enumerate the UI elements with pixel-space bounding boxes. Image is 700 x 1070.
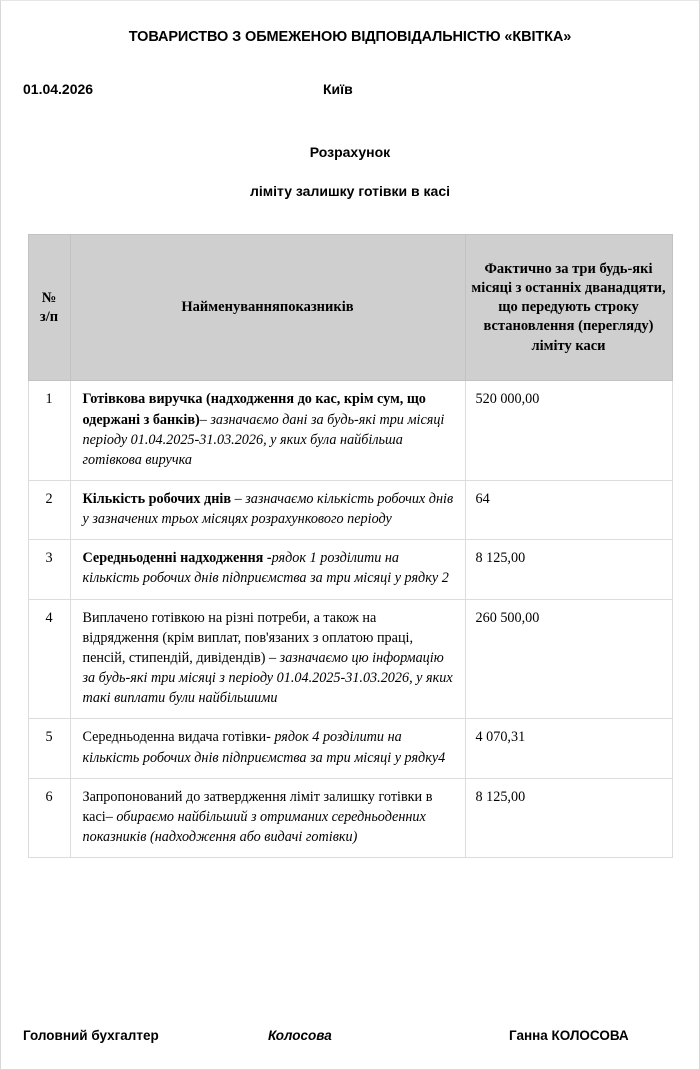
column-header-number bbox=[28, 235, 70, 381]
indicator-name-italic: – зазначаємо цю інформацію за будь-які три місяці з періоду 01.04.2025-31.03.2026, у яких такі виплати були найбільшими bbox=[82, 649, 453, 707]
table-row bbox=[28, 778, 672, 857]
indicator-name-cell bbox=[70, 778, 465, 857]
row-number-cell: 1 bbox=[28, 381, 70, 481]
signature-scrawl: Колосова bbox=[268, 1028, 332, 1043]
indicator-name-plain: Середньоденна видача готівки- bbox=[82, 729, 275, 746]
indicator-name-italic: рядок 1 розділити на кількість робочих днів підприємства за три місяці у рядку 2 bbox=[82, 550, 449, 587]
indicator-name-cell bbox=[70, 381, 465, 481]
table-body bbox=[28, 381, 672, 858]
table-row bbox=[28, 719, 672, 778]
table-row bbox=[28, 599, 672, 719]
actual-value-cell: 64 bbox=[465, 481, 672, 540]
indicator-name-plain: Запропонований до затвердження ліміт залишку готівки в касі bbox=[82, 788, 433, 825]
actual-value-cell: 4 070,31 bbox=[465, 719, 672, 778]
indicator-name-cell bbox=[70, 599, 465, 719]
indicator-name-italic: – зазначаємо дані за будь-які три місяці періоду 01.04.2025-31.03.2026, у яких була найбільша готівкова виручка bbox=[82, 411, 445, 468]
actual-value-cell: 260 500,00 bbox=[465, 599, 672, 719]
cash-limit-calculation-table bbox=[28, 234, 673, 858]
signature-row bbox=[1, 1028, 699, 1043]
indicator-name-bold: Середньоденні надходження - bbox=[82, 550, 272, 567]
table-row bbox=[28, 481, 672, 540]
column-header-indicator-name: Найменуванняпоказників bbox=[70, 235, 465, 381]
organization-title: ТОВАРИСТВО З ОБМЕЖЕНОЮ ВІДПОВІДАЛЬНІСТЮ «КВІТКА» bbox=[128, 29, 572, 45]
actual-value-cell: 8 125,00 bbox=[465, 778, 672, 857]
row-number-cell: 5 bbox=[28, 719, 70, 778]
row-number-cell: 3 bbox=[28, 540, 70, 599]
indicator-name-cell bbox=[70, 540, 465, 599]
document-title-line-2: ліміту залишку готівки в касі bbox=[250, 183, 450, 200]
indicator-name-cell bbox=[70, 481, 465, 540]
signatory-name: Ганна КОЛОСОВА bbox=[509, 1028, 629, 1043]
row-number-cell: 4 bbox=[28, 599, 70, 719]
column-header-number-line-1: № bbox=[41, 289, 57, 306]
table-header-row bbox=[28, 235, 672, 381]
column-header-number-line-2: з/п bbox=[39, 308, 59, 325]
document-title-line-1: Розрахунок bbox=[309, 144, 391, 161]
row-number-cell: 6 bbox=[28, 778, 70, 857]
indicator-name-plain: Виплачено готівкою на різні потреби, а також на відрядження (крім виплат, пов'язаних з оплатою праці, пенсій, стипендій, дивідендів) bbox=[82, 609, 414, 666]
indicator-name-italic: – обираємо найбільший з отриманих середньоденних показників (надходження або видачі готівки) bbox=[82, 808, 426, 846]
document-city: Київ bbox=[323, 81, 353, 98]
indicator-name-italic: – зазначаємо кількість робочих днів у зазначених трьох місяцях розрахункового періоду bbox=[82, 491, 454, 528]
indicator-name-bold: Готівкова виручка (надходження до кас, крім сум, що одержані з банків) bbox=[82, 391, 426, 428]
row-number-cell: 2 bbox=[28, 481, 70, 540]
table-row bbox=[28, 540, 672, 599]
document-meta-line bbox=[1, 81, 699, 97]
indicator-name-italic: рядок 4 розділити на кількість робочих днів підприємства за три місяці у рядку4 bbox=[82, 729, 446, 766]
document-title bbox=[1, 145, 699, 198]
indicator-name-cell bbox=[70, 719, 465, 778]
table-row bbox=[28, 381, 672, 481]
indicator-name-bold: Кількість робочих днів bbox=[82, 491, 235, 508]
document-date: 01.04.2026 bbox=[23, 81, 94, 98]
column-header-actual-three-months: Фактично за три будь-які місяці з останніх дванадцяти, що передують строку встановлення (перегляду) ліміту каси bbox=[465, 235, 672, 381]
actual-value-cell: 8 125,00 bbox=[465, 540, 672, 599]
actual-value-cell: 520 000,00 bbox=[465, 381, 672, 481]
signatory-role: Головний бухгалтер bbox=[23, 1028, 159, 1043]
